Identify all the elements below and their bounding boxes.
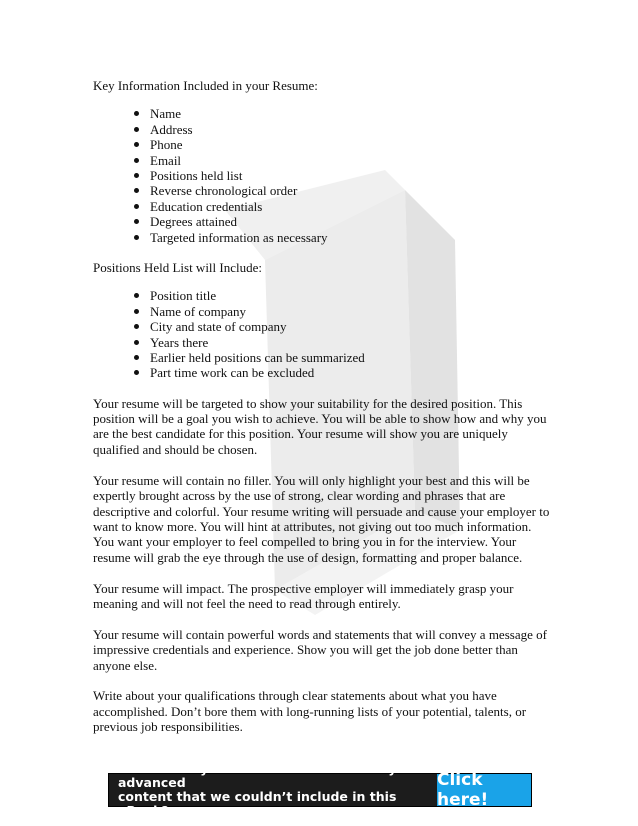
paragraph-impact: Your resume will impact. The prospective employer will immediately grasp your meaning and will not feel the need to read through entirely. (93, 580, 514, 611)
list-item: Reverse chronological order (93, 183, 553, 198)
paragraph-no-filler: Your resume will contain no filler. You will only highlight your best and this will be expertly brought across by the use of strong, clear wording and phrases that are descriptive and colorful. Your resume writing will persuade and cause your employer to want to know more. You will hint at attributes, not giving out too much information. You want your employer to feel compelled to bring you in for the interview. Your resume will grab the eye through the use of design, formatting and proper balance. (93, 472, 550, 565)
banner-text-em: Pssst.... (118, 761, 175, 776)
banner-text-line1: do you want to learn the really advanced (118, 761, 397, 790)
list-item: Positions held list (93, 168, 553, 183)
click-here-button[interactable]: Click here! (437, 774, 531, 806)
list-item: Position title (93, 288, 553, 303)
list-item: Name (93, 106, 553, 121)
list-item: Address (93, 122, 553, 137)
list-item: Earlier held positions can be summarized (93, 350, 553, 365)
list-item: Degrees attained (93, 214, 553, 229)
list-item: City and state of company (93, 319, 553, 334)
key-info-list (93, 106, 553, 245)
banner-text-line2: content that we couldn’t include in this eBook? (118, 789, 397, 818)
document-body (93, 78, 553, 750)
positions-heading: Positions Held List will Include: (93, 259, 262, 275)
list-item: Years there (93, 335, 553, 350)
key-info-heading: Key Information Included in your Resume: (93, 78, 318, 93)
list-item: Name of company (93, 304, 553, 319)
banner-text (109, 762, 437, 818)
list-item: Phone (93, 137, 553, 152)
list-item: Email (93, 153, 553, 168)
paragraph-targeted: Your resume will be targeted to show your suitability for the desired position. This position will be a goal you wish to achieve. You will be able to show how and why you are the best candidate for this position. Your resume will show you are uniquely qualified and should be chosen. (93, 395, 547, 457)
positions-list (93, 288, 553, 380)
list-item: Part time work can be excluded (93, 365, 553, 380)
paragraph-powerful-words: Your resume will contain powerful words and statements that will convey a message of impressive credentials and experience. Show you will get the job done better than anyone else. (93, 626, 547, 673)
list-item: Education credentials (93, 199, 553, 214)
list-item: Targeted information as necessary (93, 230, 553, 245)
ebook-promo-banner[interactable] (108, 761, 532, 818)
paragraph-qualifications: Write about your qualifications through clear statements about what you have accomplished. Don’t bore them with long-running lists of your potential, talents, or previous job responsibilities. (93, 688, 527, 735)
